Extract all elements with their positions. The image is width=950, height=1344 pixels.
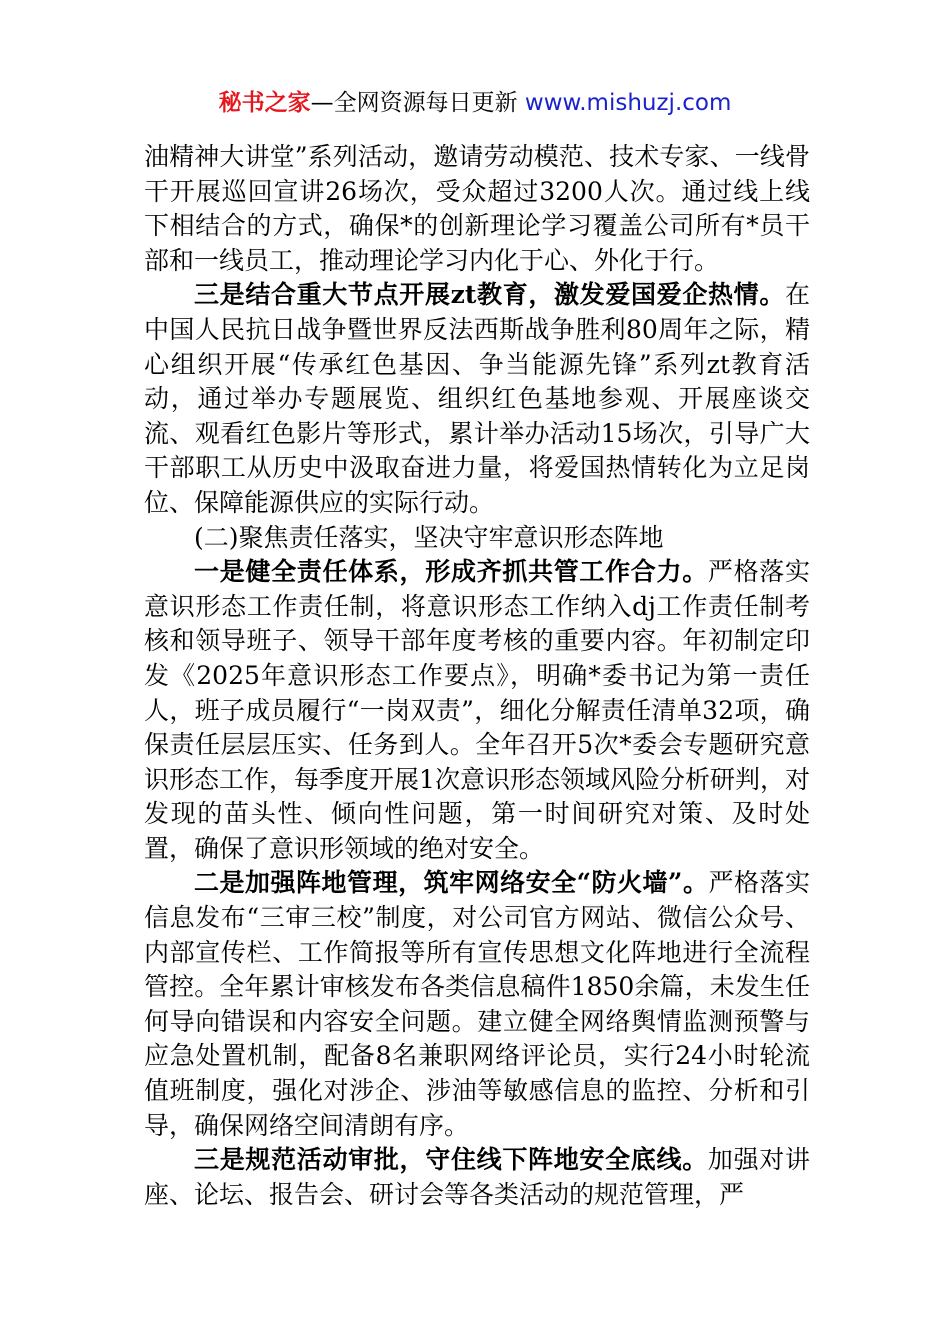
paragraph-text: 严格落实信息发布“三审三校”制度，对公司官方网站、微信公众号、内部宣传栏、工作简报等所有宣传思想文化阵地进行全流程管控。全年累计审核发布各类信息稿件1850余篇，未发生任何导向错误和内容安全问题。建立健全网络舆情监测预警与应急处置机制，配备8名兼职网络评论员，实行24小时轮流值班制度，强化对涉企、涉油等敏感信息的监控、分析和引导，确保网络空间清朗有序。 xyxy=(144,868,810,1140)
site-url-link[interactable]: www.mishuzj.com xyxy=(524,90,732,116)
paragraph-4 xyxy=(144,866,810,1143)
paragraph-5 xyxy=(144,1143,810,1212)
paragraph-text: 严格落实意识形态工作责任制，将意识形态工作纳入dj工作责任制考核和领导班子、领导干部年度考核的重要内容。年初制定印发《2025年意识形态工作要点》，明确*委书记为第一责任人，班子成员履行“一岗双责”，细化分解责任清单32项，确保责任层层压实、任务到人。全年召开5次*委会专题研究意识形态工作，每季度开展1次意识形态领域风险分析研判，对发现的苗头性、倾向性问题，第一时间研究对策、及时处置，确保了意识形领域的绝对安全。 xyxy=(144,557,810,863)
paragraph-lead: 二是加强阵地管理，筑牢网络安全“防火墙”。 xyxy=(194,868,709,898)
paragraph-3 xyxy=(144,555,810,866)
paragraph-text: (二)聚焦责任落实，坚决守牢意识形态阵地 xyxy=(194,522,664,552)
paragraph-lead: 一是健全责任体系，形成齐抓共管工作合力。 xyxy=(194,557,708,587)
paragraph-text: 加强对讲座、论坛、报告会、研讨会等各类活动的规范管理，严 xyxy=(144,1145,810,1209)
paragraph-2 xyxy=(144,278,810,520)
header-slogan: 全网资源每日更新 xyxy=(333,90,525,116)
paragraph-lead: 三是结合重大节点开展zt教育，激发爱国爱企热情。 xyxy=(194,280,785,310)
paragraph-1 xyxy=(144,140,810,278)
paragraph-lead: 三是规范活动审批，守住线下阵地安全底线。 xyxy=(194,1145,708,1175)
header-dash: — xyxy=(310,90,334,116)
paragraph-text: 在中国人民抗日战争暨世界反法西斯战争胜利80周年之际，精心组织开展“传承红色基因、争当能源先锋”系列zt教育活动，通过举办专题展览、组织红色基地参观、开展座谈交流、观看红色影片等形式，累计举办活动15场次，引导广大干部职工从历史中汲取奋进力量，将爱国热情转化为立足岗位、保障能源供应的实际行动。 xyxy=(144,280,810,517)
site-header xyxy=(0,86,950,120)
brand-name: 秘书之家 xyxy=(218,90,311,116)
document-body xyxy=(144,140,810,1212)
section-heading xyxy=(144,521,810,556)
paragraph-text: 油精神大讲堂”系列活动，邀请劳动模范、技术专家、一线骨干开展巡回宣讲26场次，受众超过3200人次。通过线上线下相结合的方式，确保*的创新理论学习覆盖公司所有*员干部和一线员工，推动理论学习内化于心、外化于行。 xyxy=(144,142,810,275)
